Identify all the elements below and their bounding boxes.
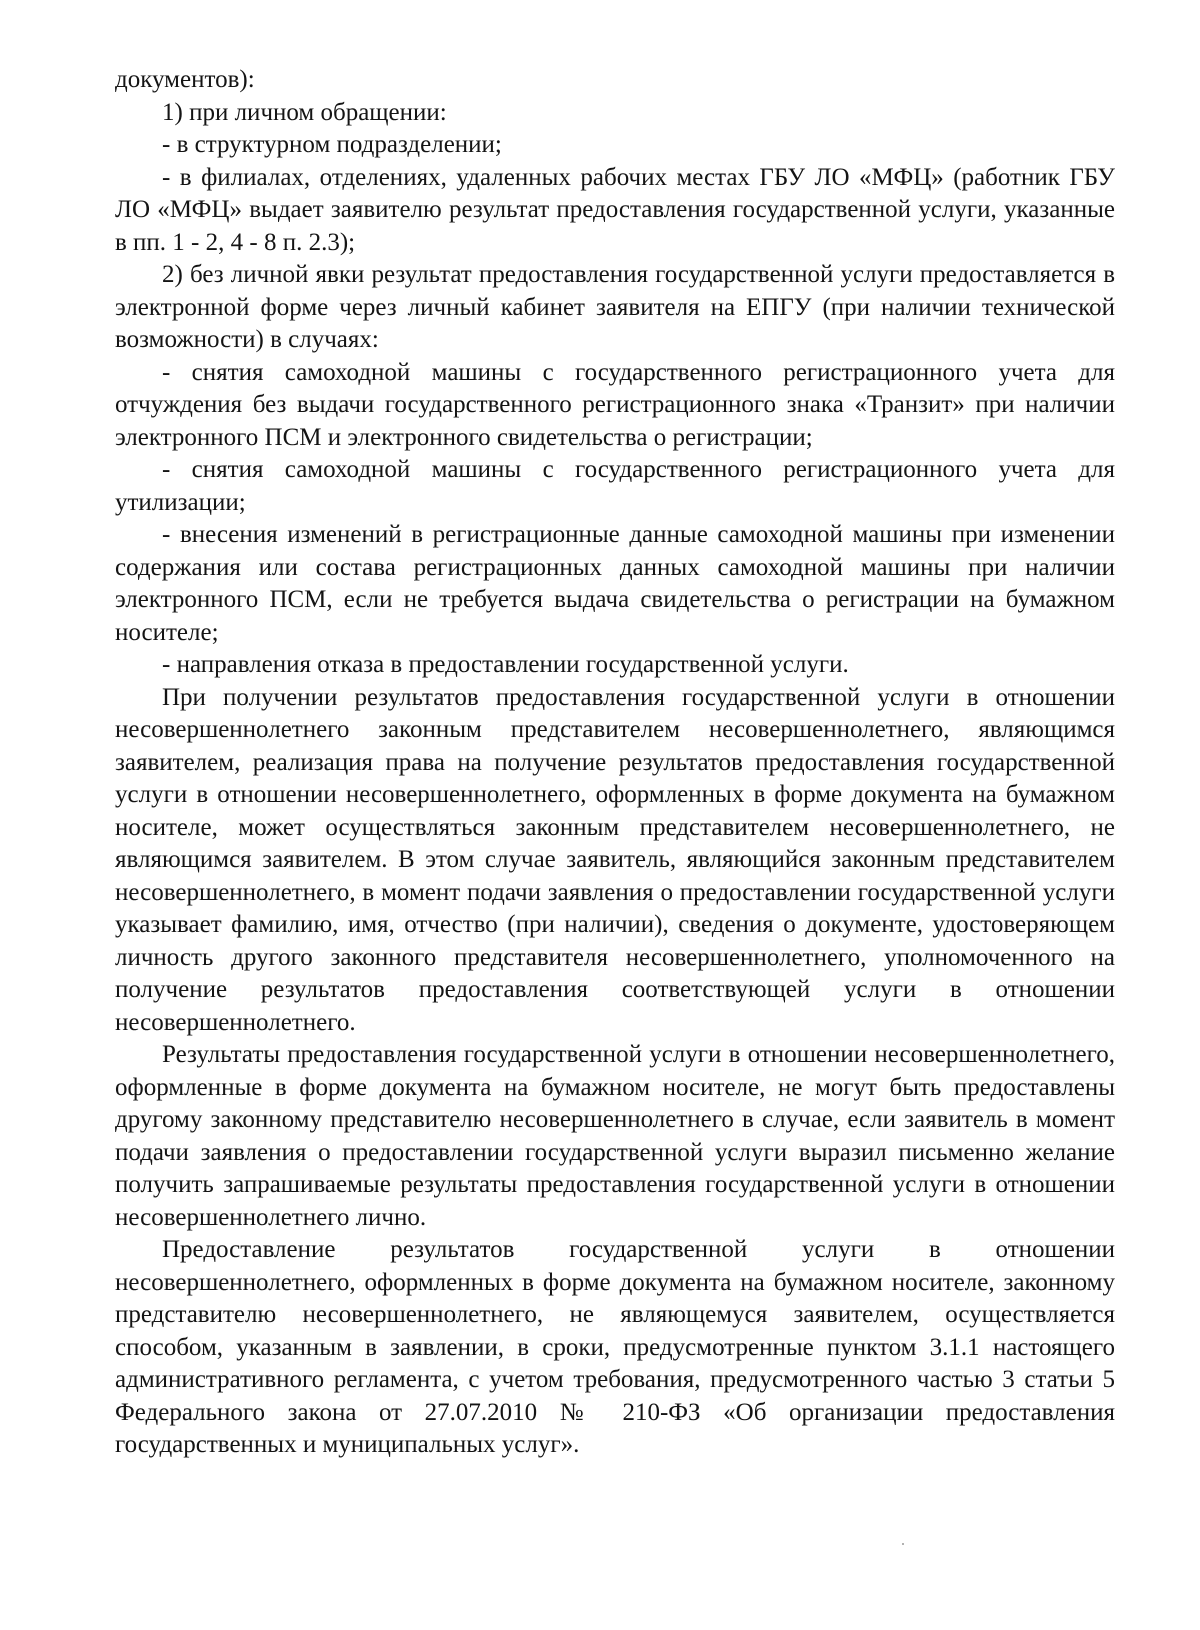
paragraph-item-personal-visit: 1) при личном обращении:: [162, 98, 447, 126]
paragraph-deregistration-alienation: - снятия самоходной машины с государственного регистрационного учета для отчуждения без выдачи государственного регистрационного знака «Транзит» при наличии электронного ПСМ и электронного свидетельства о регистрации;: [115, 358, 1115, 451]
scan-speck: [902, 1543, 904, 1545]
paragraph-continuation: документов):: [115, 66, 255, 93]
document-body: [115, 64, 1115, 1462]
paragraph-minor-restriction: Результаты предоставления государственной услуги в отношении несовершеннолетнего, оформленные в форме документа на бумажном носителе, не могут быть предоставлены другому законному представителю несовершеннолетнего в случае, если заявитель в момент подачи заявления о предоставлении государственной услуги выразил письменно желание получить запрашиваемые результаты предоставления государственной услуги в отношении несовершеннолетнего лично.: [115, 1041, 1115, 1231]
paragraph-structural-unit: - в структурном подразделении;: [162, 131, 502, 158]
paragraph-item-without-visit: 2) без личной явки результат предоставления государственной услуги предоставляется в электронной форме через личный кабинет заявителя на ЕПГУ (при наличии технической возможности) в случаях:: [115, 261, 1115, 353]
paragraph-registration-changes: - внесения изменений в регистрационные данные самоходной машины при изменении содержания или состава регистрационных данных самоходной машины при наличии электронного ПСМ, если не требуется выдача свидетельства о регистрации на бумажном носителе;: [115, 521, 1115, 646]
paragraph-deregistration-disposal: - снятия самоходной машины с государственного регистрационного учета для утилизации;: [115, 456, 1115, 516]
paragraph-minor-delivery: Предоставление результатов государственной услуги в отношении несовершеннолетнего, оформленных в форме документа на бумажном носителе, законному представителю несовершеннолетнего, не являющемуся заявителем, осуществляется способом, указанным в заявлении, в сроки, предусмотренные пунктом 3.1.1 настоящего административного регламента, с учетом требования, предусмотренного частью 3 статьи 5 Федерального закона от 27.07.2010 № 210-ФЗ «Об организации предоставления государственных и муниципальных услуг».: [115, 1236, 1115, 1458]
paragraph-refusal: - направления отказа в предоставлении государственной услуги.: [162, 651, 849, 678]
paragraph-minor-results: При получении результатов предоставления государственной услуги в отношении несовершеннолетнего законным представителем несовершеннолетнего, являющимся заявителем, реализация права на получение результатов предоставления государственной услуги в отношении несовершеннолетнего, оформленных в форме документа на бумажном носителе, может осуществляться законным представителем несовершеннолетнего, не являющимся заявителем. В этом случае заявитель, являющийся законным представителем несовершеннолетнего, в момент подачи заявления о предоставлении государственной услуги указывает фамилию, имя, отчество (при наличии), сведения о документе, удостоверяющем личность другого законного представителя несовершеннолетнего, уполномоченного на получение результатов предоставления соответствующей услуги в отношении несовершеннолетнего.: [115, 683, 1115, 1036]
paragraph-branches: - в филиалах, отделениях, удаленных рабочих местах ГБУ ЛО «МФЦ» (работник ГБУ ЛО «МФЦ» выдает заявителю результат предоставления государственной услуги, указанные в пп. 1 - 2, 4 - 8 п. 2.3);: [115, 163, 1115, 256]
